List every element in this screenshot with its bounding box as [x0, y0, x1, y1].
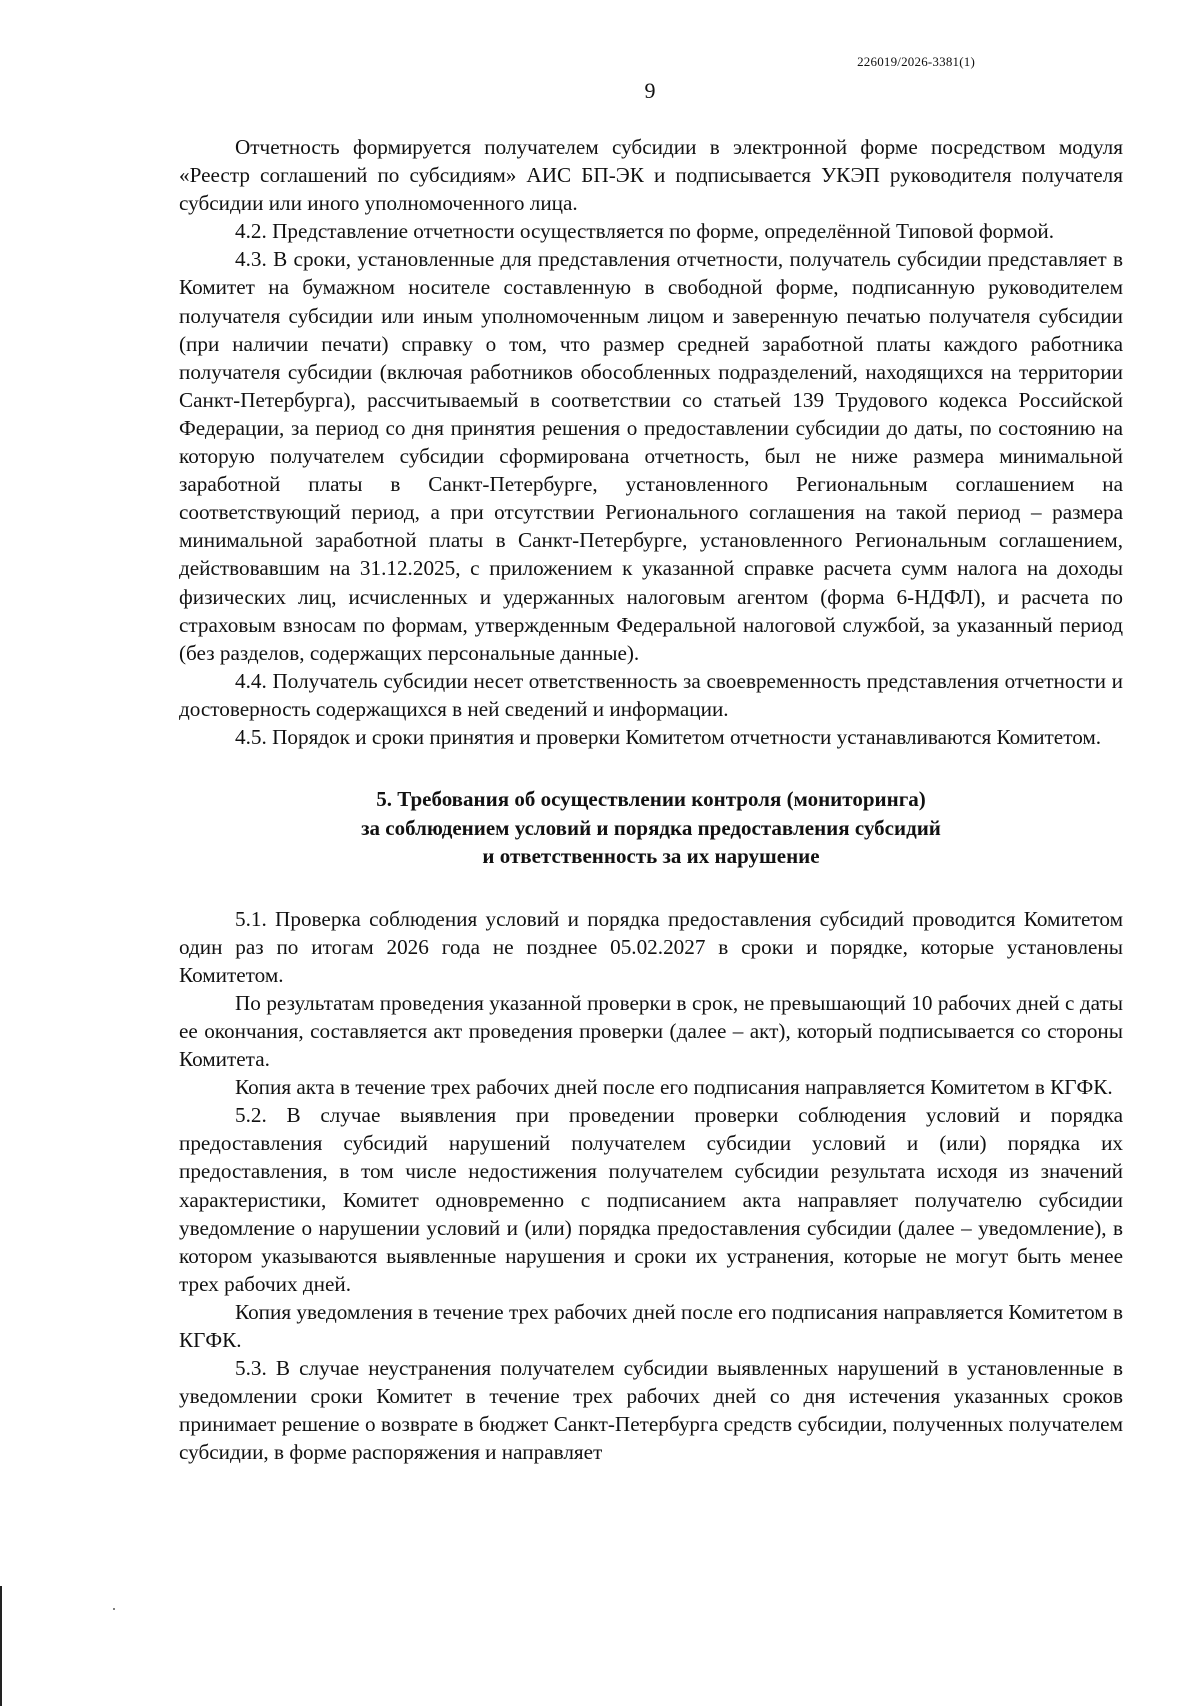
paragraph-5-1: 5.1. Проверка соблюдения условий и порядка предоставления субсидий проводится Комитетом один раз по итогам 2026 года не позднее 05.02.2027 в сроки и порядке, которые установлены Комитетом.	[179, 906, 1123, 987]
section-heading-line: и ответственность за их нарушение	[482, 844, 820, 869]
page-number: 9	[644, 78, 656, 103]
paragraph-act-copy: Копия акта в течение трех рабочих дней после его подписания направляется Комитетом в КГФК.	[235, 1075, 1113, 1100]
paragraph-4-4: 4.4. Получатель субсидии несет ответственность за своевременность представления отчетности и достоверность содержащихся в ней сведений и информации.	[179, 668, 1123, 721]
paragraph-4-5: 4.5. Порядок и сроки принятия и проверки Комитетом отчетности устанавливаются Комитетом.	[235, 724, 1102, 749]
paragraph-inspection-act: По результатам проведения указанной проверки в срок, не превышающий 10 рабочих дней с даты ее окончания, составляется акт проведения проверки (далее – акт), который подписывается со стороны Комитета.	[179, 990, 1123, 1072]
document-body	[179, 133, 1123, 1466]
paragraph-5-3: 5.3. В случае неустранения получателем субсидии выявленных нарушений в установленные в уведомлении сроки Комитет в течение трех рабочих дней со дня истечения указанных сроков принимает решение о возврате в бюджет Санкт-Петербурга средств субсидии, полученных получателем субсидии, в форме распоряжения и направляет	[179, 1356, 1123, 1465]
section-5-heading	[179, 785, 1123, 871]
scan-artifact-dot	[113, 1608, 115, 1610]
paragraph-4-2: 4.2. Представление отчетности осуществляется по форме, определённой Типовой формой.	[235, 219, 1055, 244]
paragraph-4-3: 4.3. В сроки, установленные для представления отчетности, получатель субсидии представляет в Комитет на бумажном носителе составленную в свободной форме, подписанную руководителем получателя субсидии или иным уполномоченным лицом и заверенную печатью получателя субсидии (при наличии печати) справку о том, что размер средней заработной платы каждого работника получателя субсидии (включая работников обособленных подразделений, находящихся на территории Санкт-Петербурга), рассчитываемый в соответствии со статьей 139 Трудового кодекса Российской Федерации, за период со дня принятия решения о предоставлении субсидии до даты, по состоянию на которую получателем субсидии сформирована отчетность, был не ниже размера минимальной заработной платы в Санкт-Петербурге, установленного Региональным соглашением на соответствующий период, а при отсутствии Регионального соглашения на такой период – размера минимальной заработной платы в Санкт-Петербурге, установленного Региональным соглашением, действовавшим на 31.12.2025, с приложением к указанной справке расчета сумм налога на доходы физических лиц, исчисленных и удержанных налоговым агентом (форма 6-НДФЛ), и расчета по страховым взносам по формам, утвержденным Федеральной налоговой службой, за указанный период (без разделов, содержащих персональные данные).	[179, 247, 1123, 665]
paragraph-5-2: 5.2. В случае выявления при проведении проверки соблюдения условий и порядка предоставления субсидий нарушений получателем субсидии условий и (или) порядка их предоставления, в том числе недостижения получателем субсидии результата исходя из значений характеристики, Комитет одновременно с подписанием акта направляет получателю субсидии уведомление о нарушении условий и (или) порядка предоставления субсидии (далее – уведомление), в котором указываются выявленные нарушения и сроки их устранения, которые не могут быть менее трех рабочих дней.	[179, 1103, 1123, 1296]
paragraph-reporting-form: Отчетность формируется получателем субсидии в электронной форме посредством модуля «Реестр соглашений по субсидиям» АИС БП-ЭК и подписывается УКЭП руководителя получателя субсидии или иного уполномоченного лица.	[179, 135, 1123, 216]
scan-page-edge	[0, 1586, 8, 1706]
section-heading-line: за соблюдением условий и порядка предоставления субсидий	[361, 815, 941, 840]
paragraph-notice-copy: Копия уведомления в течение трех рабочих дней после его подписания направляется Комитетом в КГФК.	[179, 1299, 1123, 1352]
section-heading-line: 5. Требования об осуществлении контроля (мониторинга)	[376, 787, 926, 812]
document-id: 226019/2026-3381(1)	[857, 54, 975, 69]
